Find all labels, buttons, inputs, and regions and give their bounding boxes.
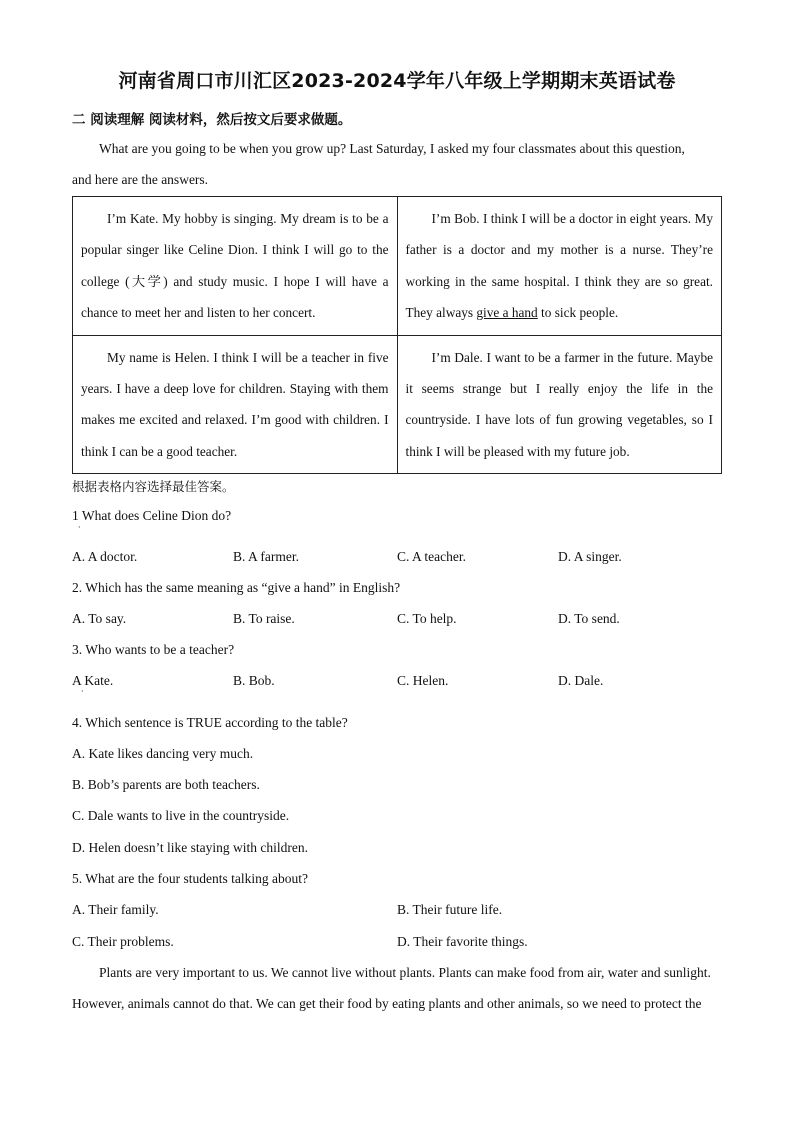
question-2-option-c[interactable]: C. To help. <box>397 611 457 626</box>
question-1-option-d[interactable]: D. A singer. <box>558 549 622 564</box>
passage-2-line-2: However, animals cannot do that. We can get their food by eating plants and other animals, so we need to protect the <box>72 996 702 1011</box>
page-title: 河南省周口市川汇区2023-2024学年八年级上学期期末英语试卷 <box>118 70 676 92</box>
question-3-option-d[interactable]: D. Dale. <box>558 673 604 688</box>
bob-text-after: to sick people. <box>537 305 619 321</box>
answers-table <box>72 196 722 474</box>
question-3-option-b[interactable]: B. Bob. <box>233 673 275 688</box>
intro-line-2: and here are the answers. <box>72 172 209 187</box>
question-1-option-c[interactable]: C. A teacher. <box>397 549 466 564</box>
bob-text-before: I’m Bob. I think I will be a doctor in eight years. My father is a doctor and my mother is a nurse. They’re working in the same hospital. I think they are so great. They always <box>405 211 713 321</box>
passage-2-line-1: Plants are very important to us. We cannot live without plants. Plants can make food from air, water and sunlight. <box>99 965 711 980</box>
question-5-option-b[interactable]: B. Their future life. <box>397 902 503 917</box>
question-2-option-b[interactable]: B. To raise. <box>233 611 295 626</box>
cell-helen <box>73 335 398 474</box>
question-2-option-d[interactable]: D. To send. <box>558 611 620 626</box>
cell-kate <box>73 197 398 336</box>
kate-text: I’m Kate. My hobby is singing. My dream is to be a popular singer like Celine Dion. I think I will go to the college (大学) and study music. I hope I will have a chance to meet her and listen to her concert. <box>81 211 389 321</box>
section-heading: 二 阅读理解 阅读材料，然后按文后要求做题。 <box>72 112 352 128</box>
dale-text: I’m Dale. I want to be a farmer in the future. Maybe it seems strange but I really enjoy the life in the countryside. I have lots of fun growing vegetables, so I think I will be pleased with my future job. <box>405 349 713 459</box>
cell-bob <box>397 197 722 336</box>
question-2-option-a[interactable]: A. To say. <box>72 611 127 626</box>
intro-line-1: What are you going to be when you grow up? Last Saturday, I asked my four classmates about this question, <box>99 141 685 156</box>
question-3-option-a[interactable]: A Kate. <box>72 673 114 688</box>
question-5-stem: 5. What are the four students talking about? <box>72 871 308 886</box>
question-1-option-a[interactable]: A. A doctor. <box>72 549 138 564</box>
question-4-stem: 4. Which sentence is TRUE according to the table? <box>72 715 348 730</box>
helen-text: My name is Helen. I think I will be a teacher in five years. I have a deep love for children. Staying with them makes me excited and relaxed. I’m good with children. I think I can be a good teacher. <box>81 349 389 459</box>
question-4-option-b[interactable]: B. Bob’s parents are both teachers. <box>72 777 260 792</box>
question-2-stem: 2. Which has the same meaning as “give a hand” in English? <box>72 580 401 595</box>
stray-mark: · <box>78 523 81 532</box>
question-4-option-c[interactable]: C. Dale wants to live in the countryside. <box>72 808 290 823</box>
instruction: 根据表格内容选择最佳答案。 <box>72 479 235 494</box>
cell-dale <box>397 335 722 474</box>
question-5-option-a[interactable]: A. Their family. <box>72 902 159 917</box>
question-3-stem: 3. Who wants to be a teacher? <box>72 642 235 657</box>
question-4-option-d[interactable]: D. Helen doesn’t like staying with children. <box>72 840 308 855</box>
question-1-option-b[interactable]: B. A farmer. <box>233 549 299 564</box>
question-5-option-c[interactable]: C. Their problems. <box>72 934 174 949</box>
question-3-option-c[interactable]: C. Helen. <box>397 673 449 688</box>
question-4-option-a[interactable]: A. Kate likes dancing very much. <box>72 746 254 761</box>
question-1-stem: 1 What does Celine Dion do? <box>72 508 232 523</box>
stray-mark: · <box>81 687 84 696</box>
question-5-option-d[interactable]: D. Their favorite things. <box>397 934 528 949</box>
bob-underlined-phrase: give a hand <box>476 305 538 321</box>
